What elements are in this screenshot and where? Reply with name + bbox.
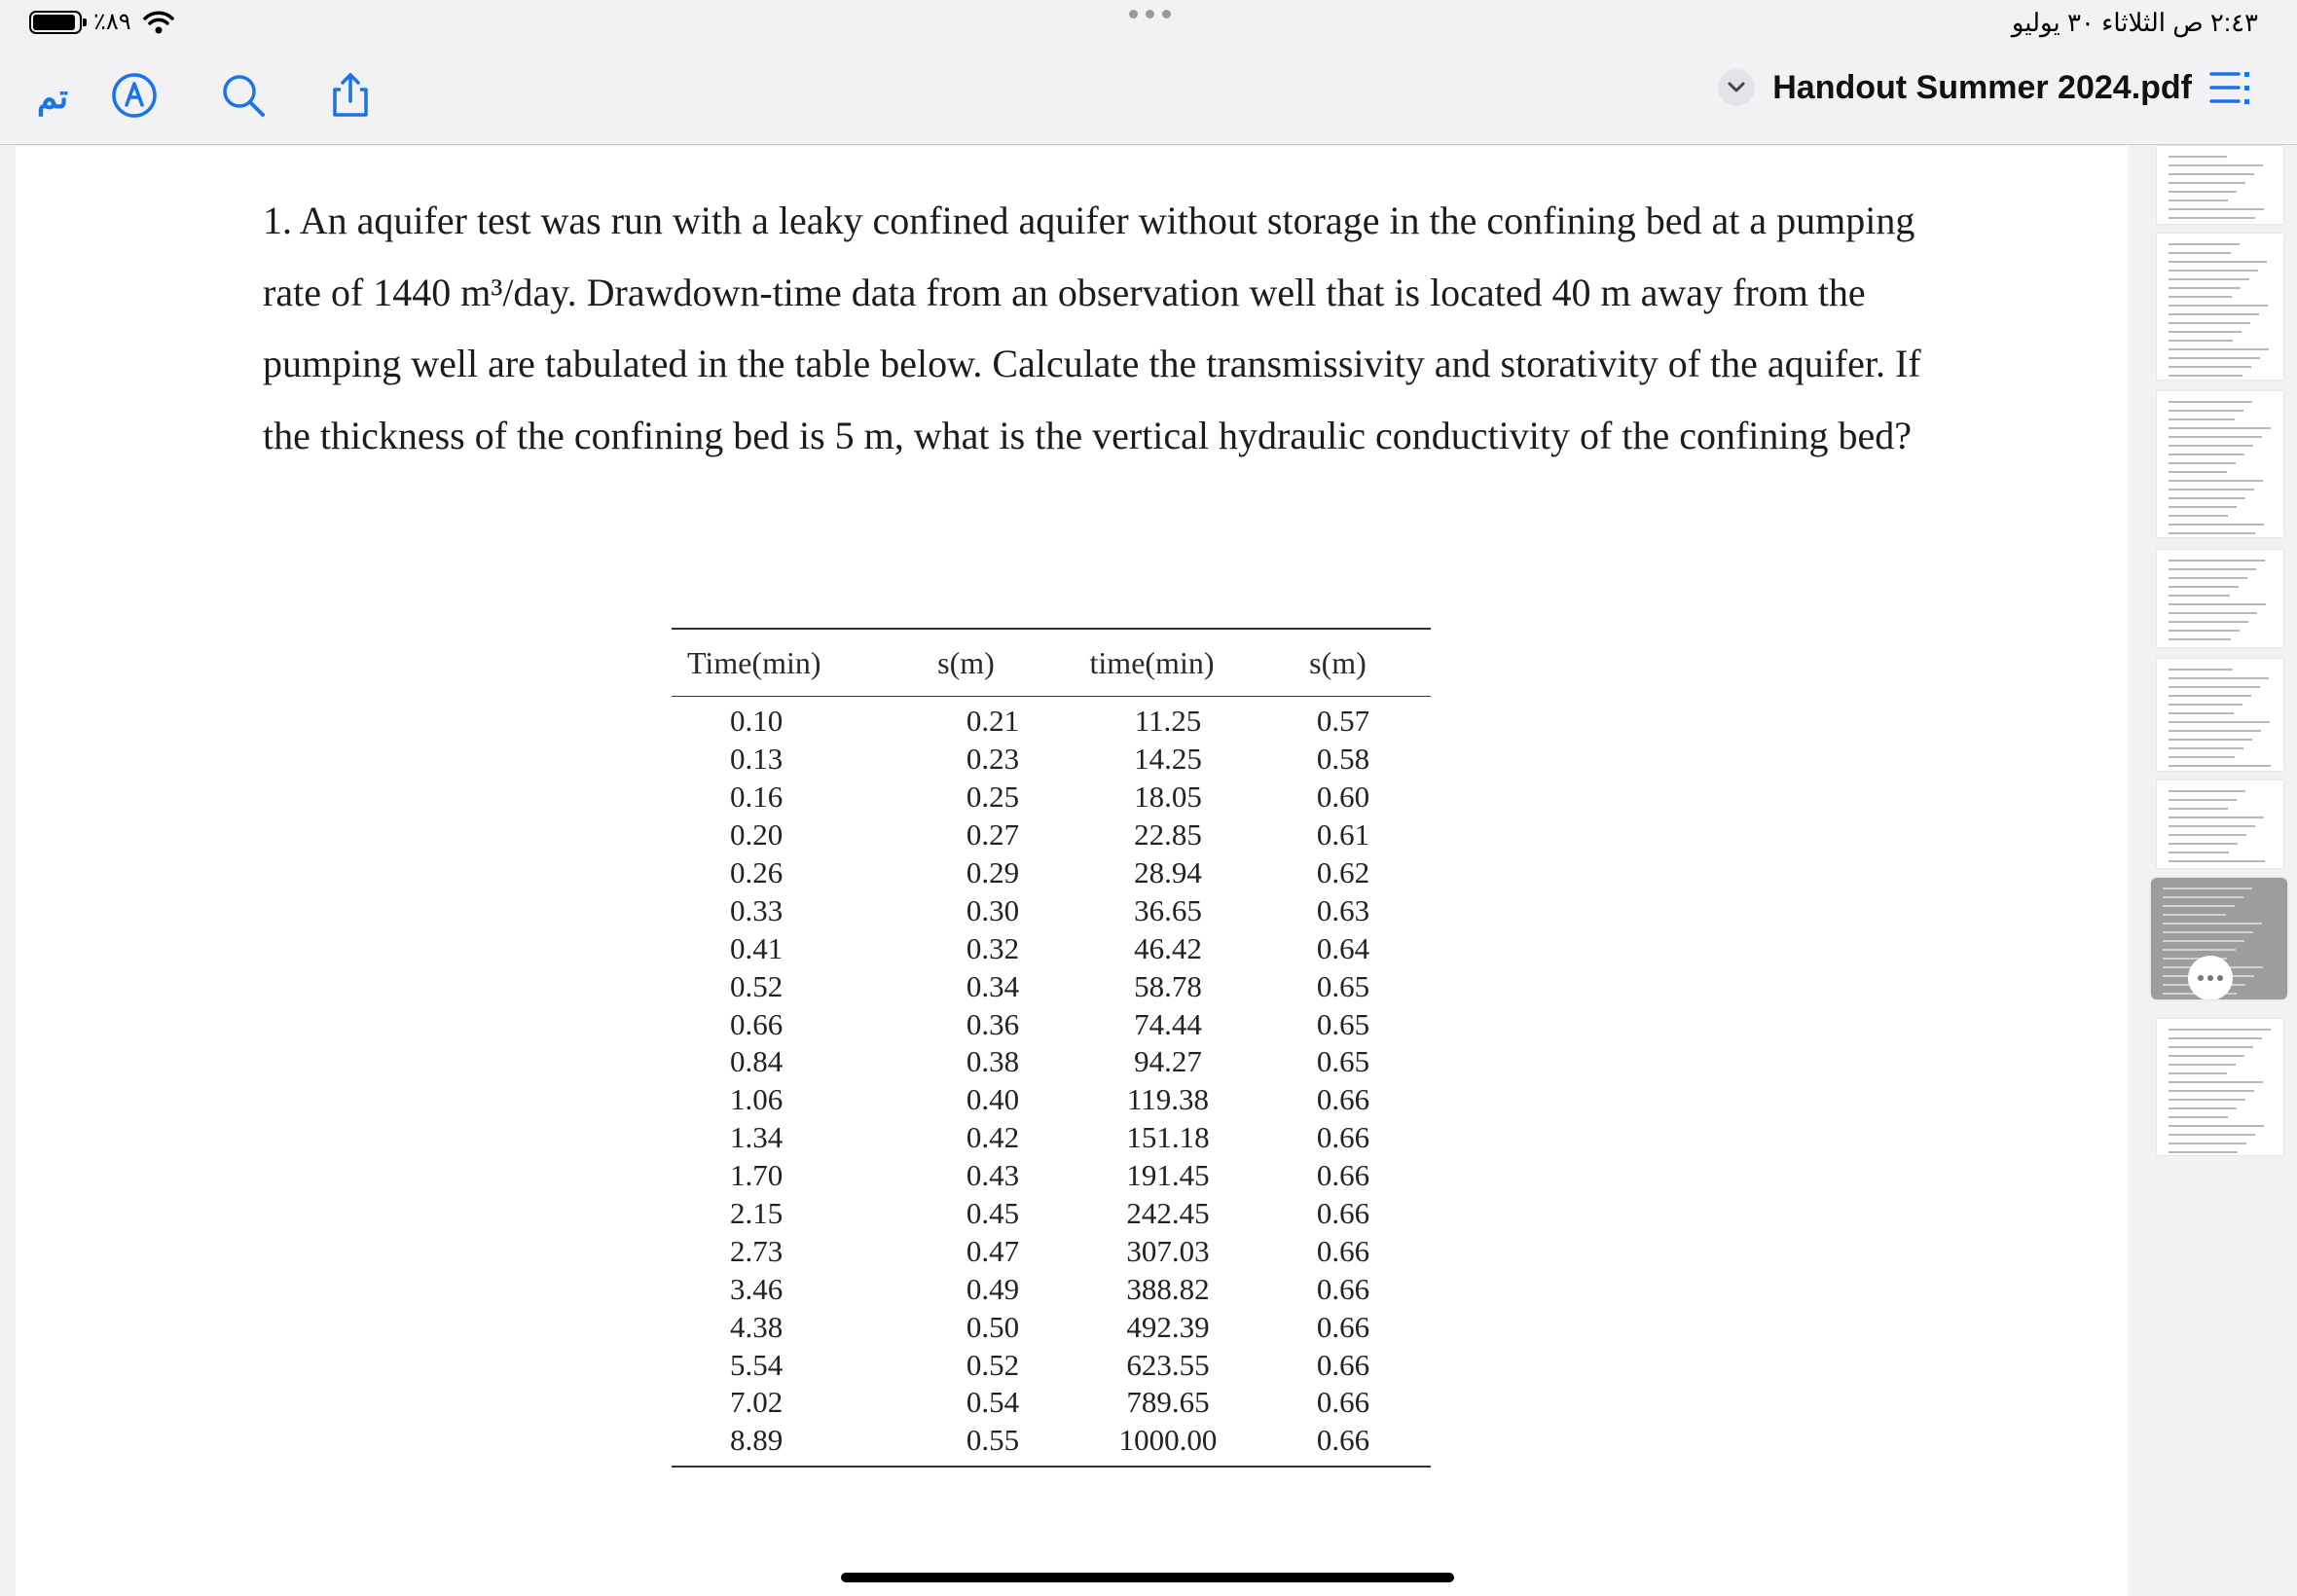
table-cell: 0.36 [966,1006,1020,1041]
table-cell: 74.44 [1134,1006,1202,1041]
table-cell: 8.89 [730,1423,784,1458]
table-cell: 5.54 [730,1347,784,1382]
markup-icon[interactable] [109,70,160,121]
table-cell: 1.34 [730,1120,784,1155]
page-thumbnail[interactable] [2157,1019,2283,1155]
battery-percent: ٪٨٩ [93,9,131,35]
table-row [672,1384,1431,1422]
table-cell: 0.65 [1316,968,1370,1003]
table-cell: 307.03 [1126,1233,1210,1268]
table-cell: 789.65 [1126,1385,1210,1420]
table-cell: 0.62 [1316,855,1370,889]
table-row [672,1157,1431,1195]
table-cell: 191.45 [1126,1158,1210,1193]
table-cell: 0.52 [966,1347,1020,1382]
table-row [672,967,1431,1005]
table-row [672,779,1431,816]
table-row [672,854,1431,892]
table-row [672,1195,1431,1233]
table-cell: 0.84 [730,1044,784,1079]
table-cell: 0.34 [966,968,1020,1003]
page-thumbnail[interactable] [2157,550,2283,647]
page-thumbnail[interactable] [2157,391,2283,537]
table-cell: 623.55 [1126,1347,1210,1382]
table-cell: 0.66 [1316,1309,1370,1344]
table-cell: 1.70 [730,1158,784,1193]
status-time-date: ٢:٤٣ ص الثلاثاء ٣٠ يوليو [2011,8,2258,37]
table-cell: 28.94 [1134,855,1202,889]
table-cell: 0.23 [966,742,1020,777]
pdf-page[interactable] [16,146,2128,1596]
pdf-toolbar [0,49,2297,145]
table-cell: 0.55 [966,1423,1020,1458]
table-cell: 0.57 [1316,704,1370,739]
table-cell: 0.43 [966,1158,1020,1193]
table-row [672,1346,1431,1384]
table-cell: 2.73 [730,1233,784,1268]
table-cell: 58.78 [1134,968,1202,1003]
question-text: 1. An aquifer test was run with a leaky confined aquifer without storage in the confining bed at a pumping rate of 1440 m³/day. Drawdown-time data from an observation well that is located 40 m away from the pumping well are tabulated in the table below. Calculate the transmissivity and storativity of the aquifer. If the thickness of the confining bed is 5 m, what is the vertical hydraulic conductivity of the confining bed? [263,199,1921,457]
table-cell: 46.42 [1134,930,1202,965]
home-indicator[interactable] [841,1573,1454,1582]
table-cell: 0.33 [730,892,784,927]
table-cell: 0.65 [1316,1006,1370,1041]
table-cell: 0.30 [966,892,1020,927]
table-cell: 0.21 [966,704,1020,739]
table-cell: 0.47 [966,1233,1020,1268]
table-row [672,1005,1431,1043]
table-cell: 0.25 [966,780,1020,815]
table-row [672,1270,1431,1308]
table-cell: 0.20 [730,817,784,852]
table-cell: 94.27 [1134,1044,1202,1079]
table-row [672,1119,1431,1157]
table-cell: 0.66 [1316,1271,1370,1306]
table-cell: 0.16 [730,780,784,815]
table-row [672,816,1431,854]
table-cell: 1.06 [730,1082,784,1117]
document-filename: Handout Summer 2024.pdf [1772,68,2192,106]
page-thumbnail[interactable] [2157,146,2283,224]
table-cell: 119.38 [1126,1082,1210,1117]
header-time-min: Time(min) [687,644,821,680]
table-row [672,741,1431,779]
page-thumbnail[interactable] [2157,780,2283,868]
table-cell: 388.82 [1126,1271,1210,1306]
table-row [672,891,1431,929]
table-cell: 0.27 [966,817,1020,852]
table-cell: 0.66 [1316,1158,1370,1193]
multitasking-dots[interactable] [1129,10,1171,18]
table-cell: 0.64 [1316,930,1370,965]
table-cell: 0.49 [966,1271,1020,1306]
table-cell: 0.54 [966,1385,1020,1420]
table-cell: 2.15 [730,1196,784,1231]
table-cell: 0.52 [730,968,784,1003]
table-cell: 0.13 [730,742,784,777]
table-cell: 0.29 [966,855,1020,889]
table-cell: 0.42 [966,1120,1020,1155]
table-cell: 151.18 [1126,1120,1210,1155]
table-cell: 0.60 [1316,780,1370,815]
table-cell: 0.66 [1316,1423,1370,1458]
table-cell: 11.25 [1134,704,1202,739]
table-cell: 0.58 [1316,742,1370,777]
table-row [672,1308,1431,1346]
status-left [29,8,174,36]
table-cell: 0.26 [730,855,784,889]
table-row [672,703,1431,741]
table-cell: 242.45 [1126,1196,1210,1231]
wifi-icon [143,10,174,35]
table-cell: 0.61 [1316,817,1370,852]
more-options-icon[interactable] [2188,956,2233,999]
table-row [672,1422,1431,1460]
table-cell: 1000.00 [1118,1423,1218,1458]
table-cell: 0.66 [1316,1196,1370,1231]
table-cell: 0.66 [1316,1385,1370,1420]
document-title-area[interactable] [1718,68,2252,107]
table-cell: 0.50 [966,1309,1020,1344]
table-cell: 0.40 [966,1082,1020,1117]
table-cell: 0.65 [1316,1044,1370,1079]
table-cell: 22.85 [1134,817,1202,852]
table-body [672,697,1431,1460]
sidebar-toggle-icon[interactable] [2209,68,2252,107]
table-cell: 0.63 [1316,892,1370,927]
search-icon[interactable] [218,70,269,121]
table-row [672,1043,1431,1081]
table-cell: 18.05 [1134,780,1202,815]
table-cell: 0.38 [966,1044,1020,1079]
table-cell: 3.46 [730,1271,784,1306]
chevron-down-icon[interactable] [1718,69,1755,106]
header-s-m-2: s(m) [1309,644,1367,680]
table-cell: 14.25 [1134,742,1202,777]
table-cell: 7.02 [730,1385,784,1420]
page-thumbnail[interactable] [2157,234,2283,380]
table-cell: 0.41 [730,930,784,965]
table-cell: 0.45 [966,1196,1020,1231]
table-cell: 0.66 [1316,1120,1370,1155]
table-cell: 0.32 [966,930,1020,965]
table-cell: 0.66 [1316,1233,1370,1268]
table-cell: 0.66 [730,1006,784,1041]
table-cell: 0.10 [730,704,784,739]
page-thumbnail[interactable] [2151,878,2287,999]
table-cell: 0.66 [1316,1082,1370,1117]
done-button[interactable]: تم [37,79,69,116]
header-s-m: s(m) [937,644,995,680]
table-row [672,1232,1431,1270]
table-row [672,929,1431,967]
share-icon[interactable] [325,70,376,121]
table-cell: 36.65 [1134,892,1202,927]
battery-icon [29,11,82,34]
table-bottom-rule [672,1466,1431,1468]
drawdown-table [672,628,1431,1468]
table-header [672,630,1431,696]
status-bar [0,0,2297,49]
table-cell: 4.38 [730,1309,784,1344]
page-thumbnail[interactable] [2157,659,2283,771]
table-cell: 492.39 [1126,1309,1210,1344]
page-thumbnail-sidebar[interactable] [2137,146,2297,1596]
header-time-min-2: time(min) [1089,644,1215,680]
table-cell: 0.66 [1316,1347,1370,1382]
table-row [672,1081,1431,1119]
